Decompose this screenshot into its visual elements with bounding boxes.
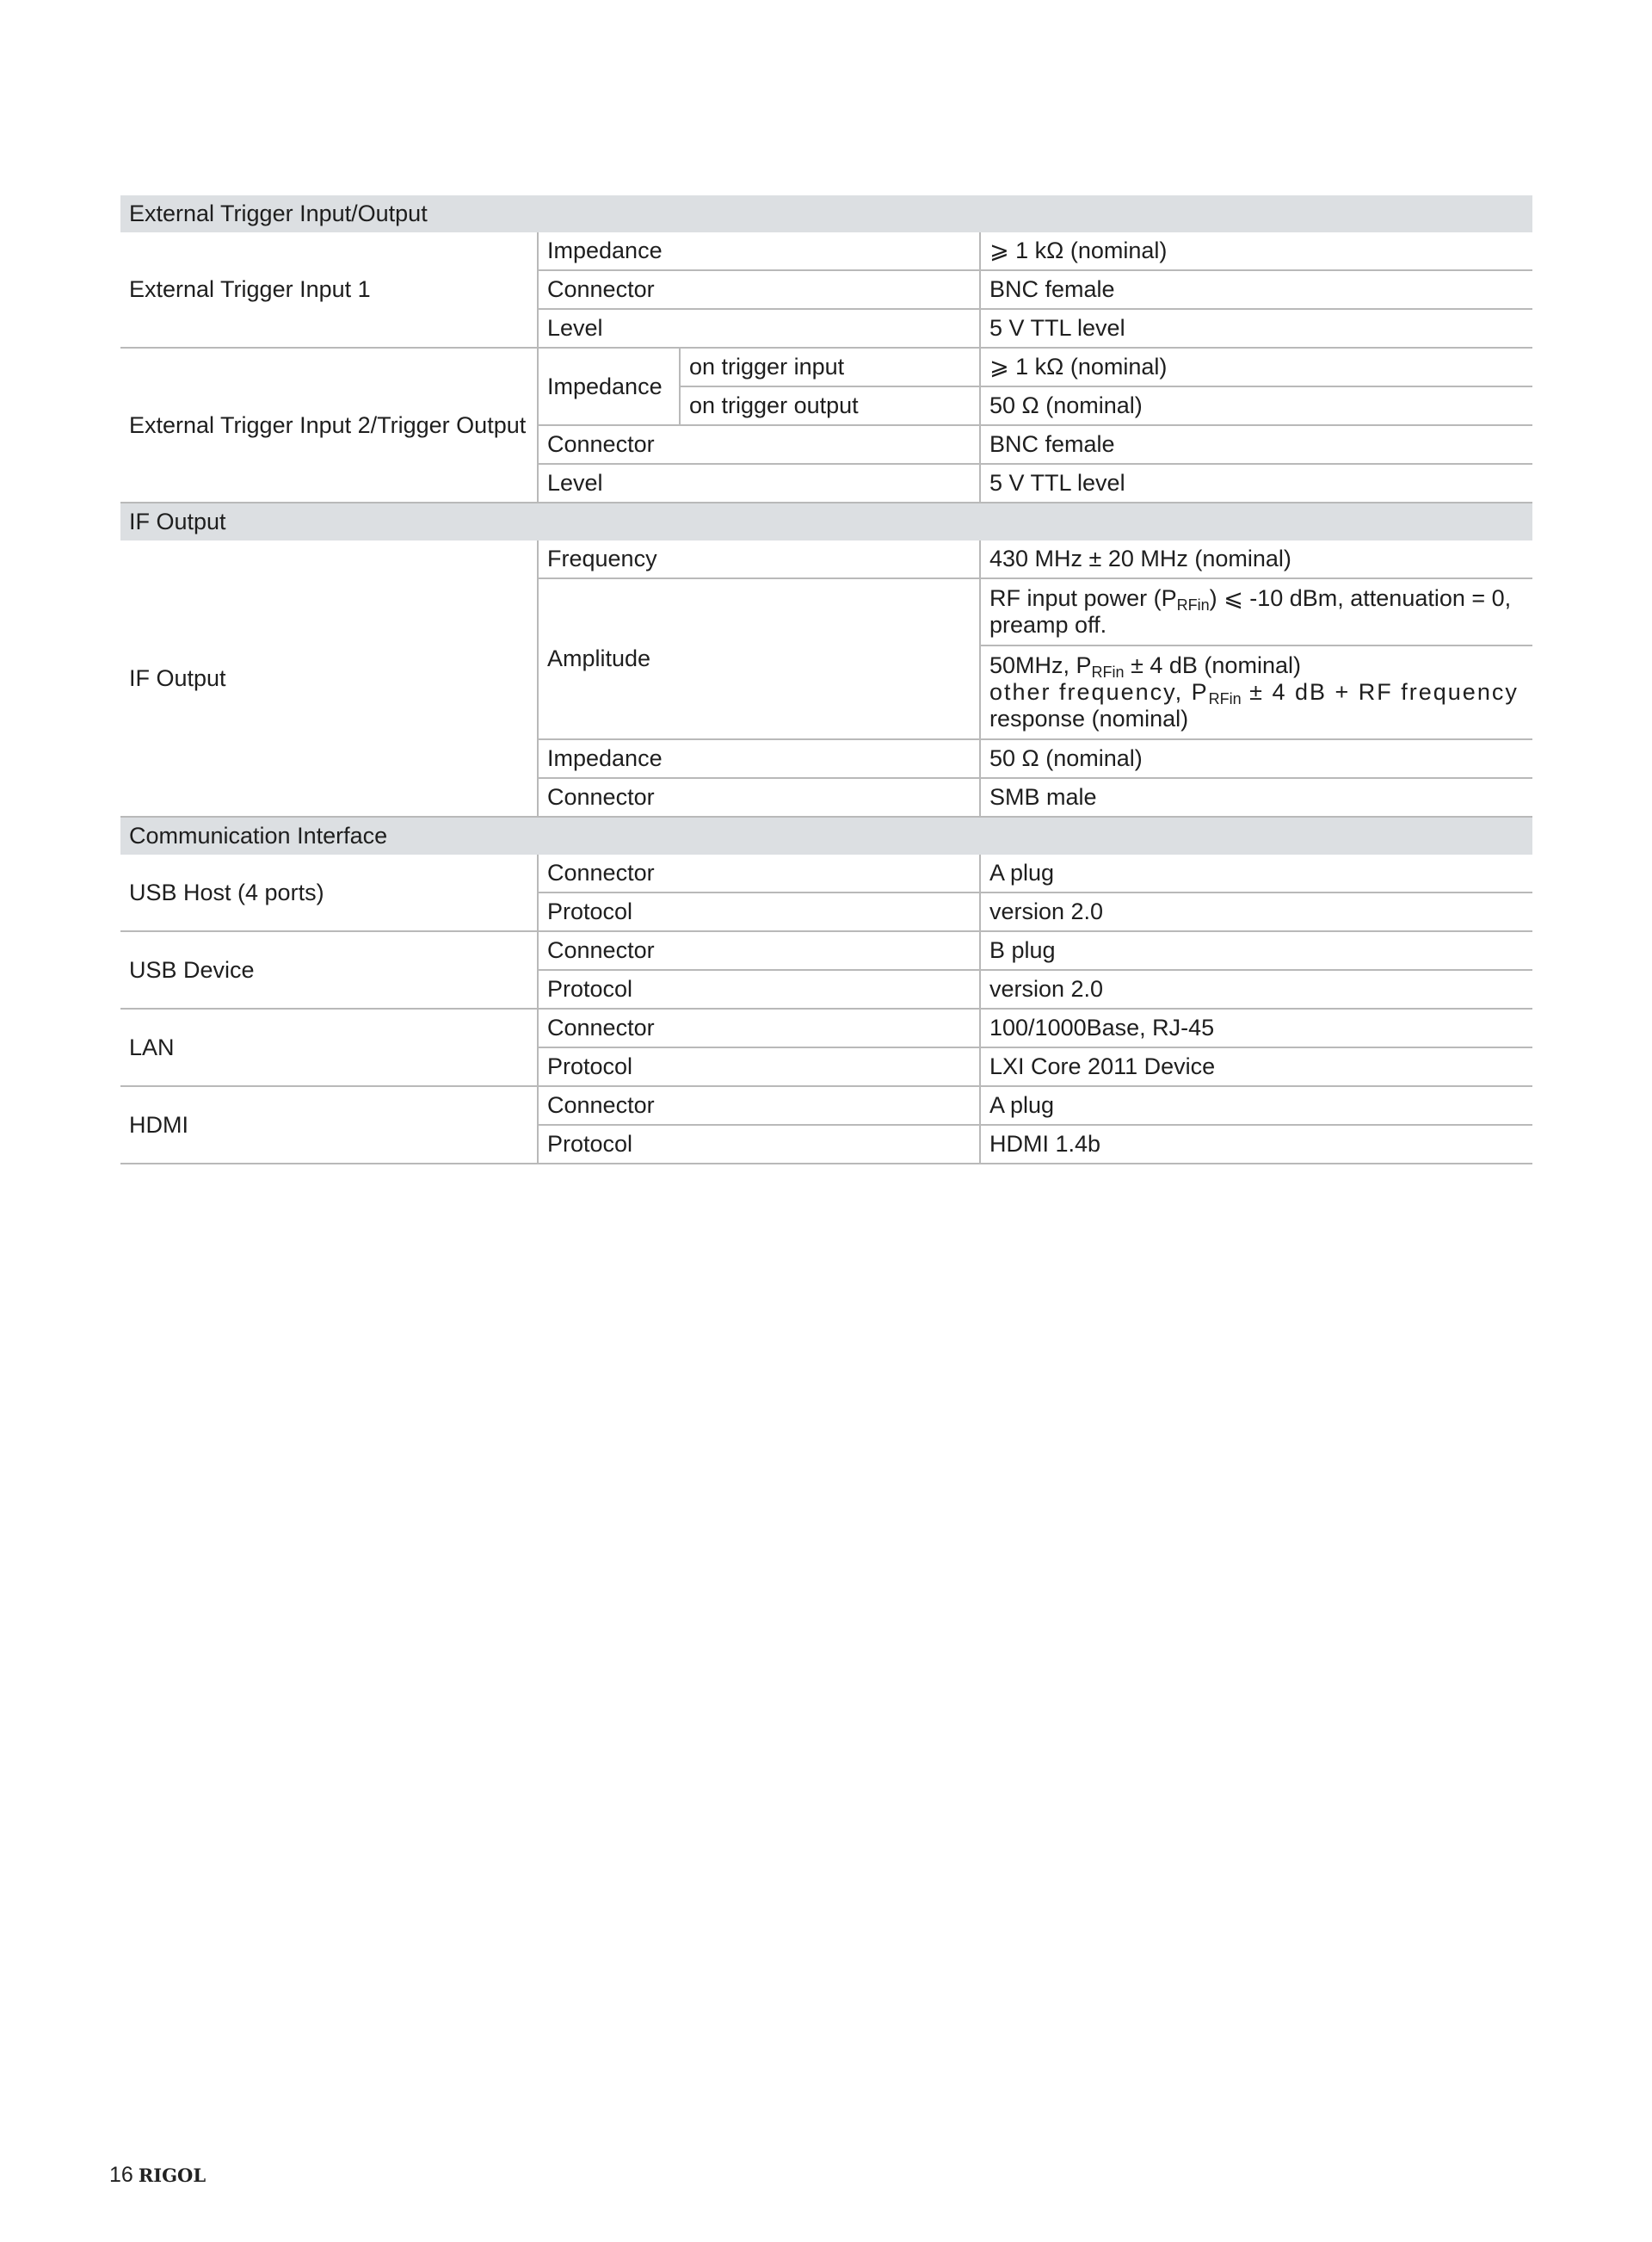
param-label: Connector bbox=[538, 778, 980, 817]
text: other frequency, P bbox=[989, 679, 1209, 705]
param-value: version 2.0 bbox=[980, 970, 1532, 1009]
table-row bbox=[120, 1009, 1532, 1047]
spec-table bbox=[120, 195, 1532, 1164]
param-value: B plug bbox=[980, 931, 1532, 970]
param-value: ⩾ 1 kΩ (nominal) bbox=[980, 232, 1532, 270]
param-value: 5 V TTL level bbox=[980, 309, 1532, 348]
sub-param-label: on trigger input bbox=[680, 348, 980, 386]
group-label-hdmi: HDMI bbox=[120, 1086, 538, 1164]
param-label: Level bbox=[538, 464, 980, 503]
sub-param-label: on trigger output bbox=[680, 386, 980, 425]
table-row bbox=[120, 855, 1532, 892]
section-title: External Trigger Input/Output bbox=[120, 195, 1532, 232]
subscript: RFin bbox=[1208, 690, 1242, 707]
param-value: HDMI 1.4b bbox=[980, 1125, 1532, 1164]
param-value: 50 Ω (nominal) bbox=[980, 386, 1532, 425]
param-label: Impedance bbox=[538, 739, 980, 778]
page-footer bbox=[109, 2163, 206, 2188]
param-value: 430 MHz ± 20 MHz (nominal) bbox=[980, 540, 1532, 578]
section-header-trigger bbox=[120, 195, 1532, 232]
subscript: RFin bbox=[1091, 664, 1125, 681]
text: RF input power (P bbox=[989, 585, 1177, 611]
text: response (nominal) bbox=[989, 706, 1189, 732]
table-row bbox=[120, 232, 1532, 270]
param-label: Connector bbox=[538, 1009, 980, 1047]
param-value: version 2.0 bbox=[980, 892, 1532, 931]
group-label-ext-trigger-1: External Trigger Input 1 bbox=[120, 232, 538, 348]
param-value: BNC female bbox=[980, 270, 1532, 309]
param-value: BNC female bbox=[980, 425, 1532, 464]
param-label: Protocol bbox=[538, 1047, 980, 1086]
param-value: LXI Core 2011 Device bbox=[980, 1047, 1532, 1086]
param-value: 50 Ω (nominal) bbox=[980, 739, 1532, 778]
section-title: Communication Interface bbox=[120, 817, 1532, 855]
text: 50MHz, P bbox=[989, 652, 1092, 678]
table-row bbox=[120, 1086, 1532, 1125]
subscript: RFin bbox=[1176, 596, 1210, 614]
table-row bbox=[120, 540, 1532, 578]
table-row bbox=[120, 348, 1532, 386]
param-value-amplitude-2 bbox=[980, 645, 1532, 739]
param-label: Frequency bbox=[538, 540, 980, 578]
param-value: 100/1000Base, RJ-45 bbox=[980, 1009, 1532, 1047]
param-label: Level bbox=[538, 309, 980, 348]
group-label-usb-host: USB Host (4 ports) bbox=[120, 855, 538, 931]
text: ± 4 dB + RF frequency bbox=[1241, 679, 1519, 705]
param-label: Connector bbox=[538, 425, 980, 464]
param-value: 5 V TTL level bbox=[980, 464, 1532, 503]
param-label: Protocol bbox=[538, 1125, 980, 1164]
param-label: Impedance bbox=[538, 232, 980, 270]
text: ) ⩽ -10 dBm, attenuation = 0, bbox=[1209, 585, 1512, 611]
param-label: Amplitude bbox=[538, 578, 980, 739]
param-value-amplitude-1 bbox=[980, 578, 1532, 645]
section-title: IF Output bbox=[120, 503, 1532, 540]
param-label: Connector bbox=[538, 270, 980, 309]
param-label: Connector bbox=[538, 1086, 980, 1125]
param-value: A plug bbox=[980, 855, 1532, 892]
param-value: A plug bbox=[980, 1086, 1532, 1125]
group-label-if-output: IF Output bbox=[120, 540, 538, 817]
param-label: Connector bbox=[538, 855, 980, 892]
page-number: 16 bbox=[109, 2163, 133, 2187]
brand-logo: RIGOL bbox=[138, 2165, 206, 2186]
param-label: Connector bbox=[538, 931, 980, 970]
param-value: ⩾ 1 kΩ (nominal) bbox=[980, 348, 1532, 386]
group-label-ext-trigger-2: External Trigger Input 2/Trigger Output bbox=[120, 348, 538, 503]
param-label: Impedance bbox=[538, 348, 680, 425]
group-label-lan: LAN bbox=[120, 1009, 538, 1086]
text: ± 4 dB (nominal) bbox=[1124, 652, 1301, 678]
section-header-communication bbox=[120, 817, 1532, 855]
param-value: SMB male bbox=[980, 778, 1532, 817]
section-header-if-output bbox=[120, 503, 1532, 540]
table-row bbox=[120, 931, 1532, 970]
text: preamp off. bbox=[989, 612, 1107, 638]
param-label: Protocol bbox=[538, 970, 980, 1009]
group-label-usb-device: USB Device bbox=[120, 931, 538, 1009]
param-label: Protocol bbox=[538, 892, 980, 931]
